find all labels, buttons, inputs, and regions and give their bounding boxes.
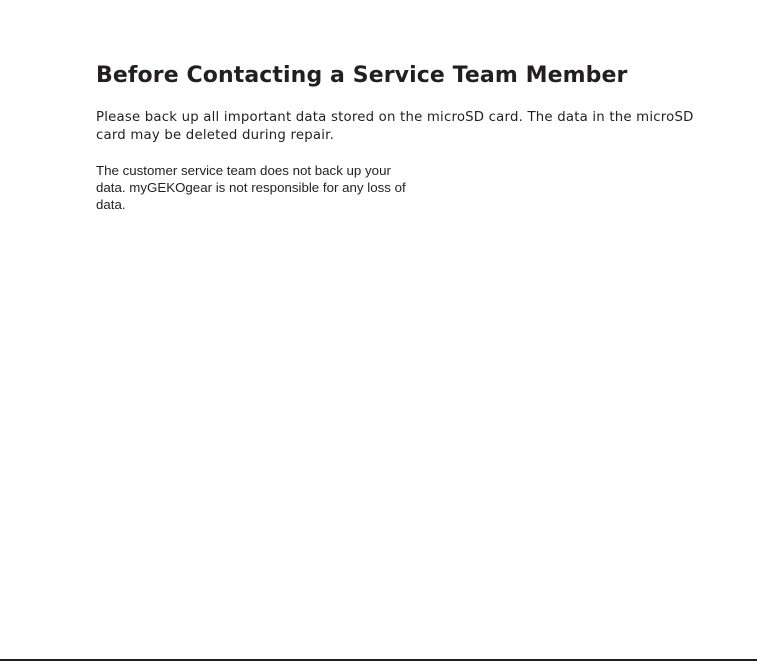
page-title: Before Contacting a Service Team Member [96,63,628,88]
bottom-divider [0,659,757,661]
responsibility-line-1: The customer service team does not back up your [96,163,391,178]
responsibility-line-3: data. [96,197,126,212]
responsibility-paragraph [96,162,456,213]
backup-paragraph: Please back up all important data stored on the microSD card. The data in the microSD card may be deleted during repair. [96,110,694,143]
responsibility-line-2: data. myGEKOgear is not responsible for any loss of [96,180,406,195]
